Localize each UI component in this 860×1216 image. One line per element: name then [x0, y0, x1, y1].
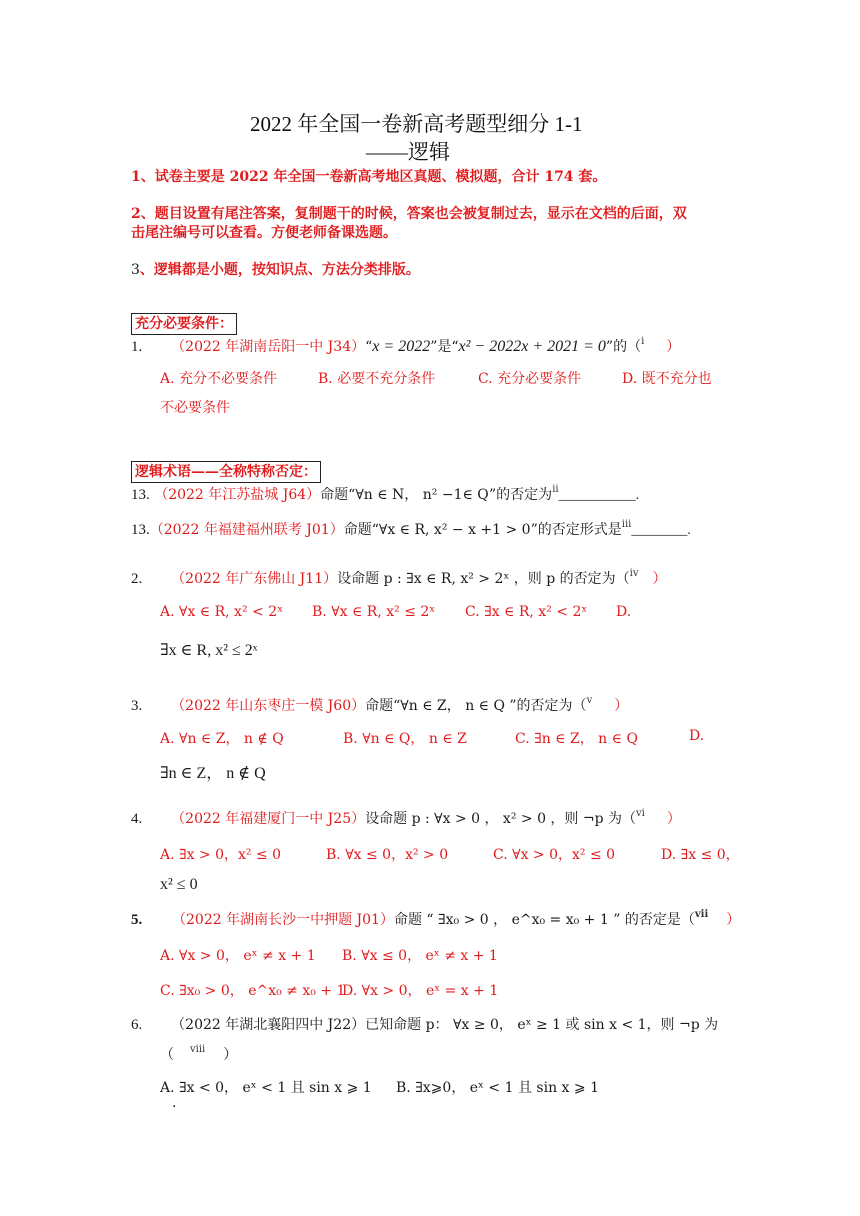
question-source: （2022 年福建福州联考 J01） [149, 522, 344, 538]
question-source: （2022 年湖南长沙一中押题 J01） [172, 912, 394, 928]
q3-option-c: C. ∃n ∈ Z， n ∈ Q [515, 731, 638, 747]
endnote-marker: ii [552, 484, 559, 495]
q4-option-c: C. ∀x > 0，x² ≤ 0 [493, 847, 616, 863]
q3-option-a: A. ∀n ∈ Z， n ∉ Q [160, 731, 284, 747]
note-3: 3、逻辑都是小题，按知识点、方法分类排版。 [131, 262, 420, 278]
question-5: 5. （2022 年湖南长沙一中押题 J01）命题 “ ∃x₀ > 0 ， e^x₀ = x₀ + 1 ” 的否定是（$^{vii}$ ） [131, 909, 741, 928]
question-source: （2022 年江苏盐城 J64） [154, 487, 321, 503]
math-expression: x = 2022 [372, 338, 431, 355]
q6-option-b: B. ∃x⩾0， eˣ < 1 且 sin x ⩾ 1 [396, 1080, 599, 1096]
question-number: 1. [131, 339, 143, 355]
q6-option-a: A. ∃x < 0， eˣ < 1 且 sin x ⩾ 1 [160, 1080, 372, 1096]
q1-option-a: A. 充分不必要条件 [160, 371, 278, 387]
answer-blank: ________. [631, 523, 691, 538]
math-expression: x² − 2022x + 2021 = 0 [458, 338, 606, 355]
question-number: 5. [131, 912, 143, 928]
section-heading-quantifier-negation: 逻辑术语——全称特称否定： [131, 461, 321, 483]
q5-option-c: C. ∃x₀ > 0， e^x₀ ≠ x₀ + 1 [160, 983, 346, 999]
question-source: （2022 年湖南岳阳一中 J34） [171, 339, 366, 355]
q2-option-a: A. ∀x ∈ R, x² < 2ˣ [160, 604, 284, 620]
note-2: 2、题目设置有尾注答案，复制题干的时候，答案也会被复制过去，显示在文档的后面，双 [131, 206, 687, 222]
page-subtitle: ——逻辑 [366, 140, 450, 164]
q2-option-c: C. ∃x ∈ R, x² < 2ˣ [465, 604, 588, 620]
q4-option-d: D. ∃x ≤ 0， [661, 847, 740, 863]
page-title: 2022 年全国一卷新高考题型细分 1-1 [250, 112, 583, 136]
q1-option-c: C. 充分必要条件 [478, 371, 582, 387]
q2-option-d-wrap: ∃x ∈ R, x² ≤ 2ˣ [160, 642, 258, 659]
endnote-marker: iii [621, 519, 632, 530]
q4-option-a: A. ∃x > 0，x² ≤ 0 [160, 847, 282, 863]
question-stem: 命题“∀x ∈ R, x² − x +1 > 0”的否定形式是 [343, 522, 622, 538]
endnote-marker: vi [636, 808, 645, 819]
question-number: 3. [131, 698, 143, 714]
question-stem: 命题 “ ∃x₀ > 0 ， e^x₀ = x₀ + 1 ” 的否定是（ [393, 912, 695, 928]
q2-option-b: B. ∀x ∈ R, x² ≤ 2ˣ [312, 604, 436, 620]
q1-option-d-wrap: 不必要条件 [160, 400, 230, 416]
endnote-marker: i [641, 336, 645, 347]
question-number: 6. [131, 1017, 143, 1033]
question-stem: 命题“∀n ∈ N， n² −1∈ Q”的否定为 [320, 487, 553, 503]
q3-option-b: B. ∀n ∈ Q， n ∈ Z [343, 731, 467, 747]
note-2-wrap: 击尾注编号可以查看。方便老师备课选题。 [131, 225, 397, 241]
q5-option-b: B. ∀x ≤ 0， eˣ ≠ x + 1 [342, 948, 498, 964]
question-6-wrap: （ $^{viii}$ ） [160, 1044, 238, 1063]
endnote-marker: viii [190, 1044, 206, 1055]
question-3: 3. （2022 年山东枣庄一模 J60）命题“∀n ∈ Z， n ∈ Q ”的否定为（$^v$ ） [131, 695, 629, 714]
q4-option-b: B. ∀x ≤ 0，x² > 0 [326, 847, 449, 863]
question-1: 1. （2022 年湖南岳阳一中 J34）“x = 2022”是“x² − 2022x + 2021 = 0”的（$^i$ ） [131, 336, 681, 355]
question-6 [131, 1014, 718, 1034]
answer-blank: ___________. [558, 488, 640, 503]
question-source: （2022 年福建厦门一中 J25） [171, 811, 366, 827]
question-number: 13. [131, 487, 150, 503]
q4-option-d-wrap: x² ≤ 0 [160, 876, 198, 893]
endnote-marker: iv [629, 568, 639, 579]
question-number: 4. [131, 811, 143, 827]
question-stem: 设命题 p : ∃x ∈ R, x² > 2ˣ ，则 p 的否定为（ [337, 571, 630, 587]
question-13a [131, 484, 639, 504]
question-2: 2. （2022 年广东佛山 J11）设命题 p : ∃x ∈ R, x² > 2ˣ ，则 p 的否定为（$^{iv}$ ） [131, 568, 667, 587]
endnote-marker: vii [694, 909, 709, 920]
question-stem: 已知命题 p： ∀x ≥ 0， eˣ ≥ 1 或 sin x < 1，则 ¬p 为 [365, 1017, 719, 1033]
question-source: （2022 年湖北襄阳四中 J22） [171, 1017, 366, 1033]
q3-option-d-wrap: ∃n ∈ Z， n ∉ Q [160, 765, 266, 782]
question-4: 4. （2022 年福建厦门一中 J25）设命题 p : ∀x > 0 ， x² > 0 ，则 ¬p 为（$^{vi}$ ） [131, 808, 681, 827]
question-number: 2. [131, 571, 143, 587]
q3-option-d: D. [689, 728, 705, 744]
stray-dot: . [172, 1095, 177, 1111]
note-1: 1、试卷主要是 2022 年全国一卷新高考地区真题、模拟题，合计 174 套。 [131, 169, 607, 185]
question-number: 13. [131, 522, 150, 538]
question-stem: 设命题 p : ∀x > 0 ， x² > 0 ，则 ¬p 为（ [365, 811, 637, 827]
q5-option-a: A. ∀x > 0， eˣ ≠ x + 1 [160, 948, 316, 964]
question-13b [131, 519, 691, 539]
q5-option-d: D. ∀x > 0， eˣ = x + 1 [342, 983, 499, 999]
question-source: （2022 年山东枣庄一模 J60） [171, 698, 366, 714]
question-stem: 命题“∀n ∈ Z， n ∈ Q ”的否定为（ [365, 698, 587, 714]
question-source: （2022 年广东佛山 J11） [171, 571, 338, 587]
endnote-marker: v [586, 695, 593, 706]
q2-option-d: D. [616, 604, 632, 620]
q1-option-b: B. 必要不充分条件 [318, 371, 436, 387]
section-heading-sufficient-necessary: 充分必要条件： [131, 313, 237, 335]
q1-option-d: D. 既不充分也 [622, 371, 712, 387]
